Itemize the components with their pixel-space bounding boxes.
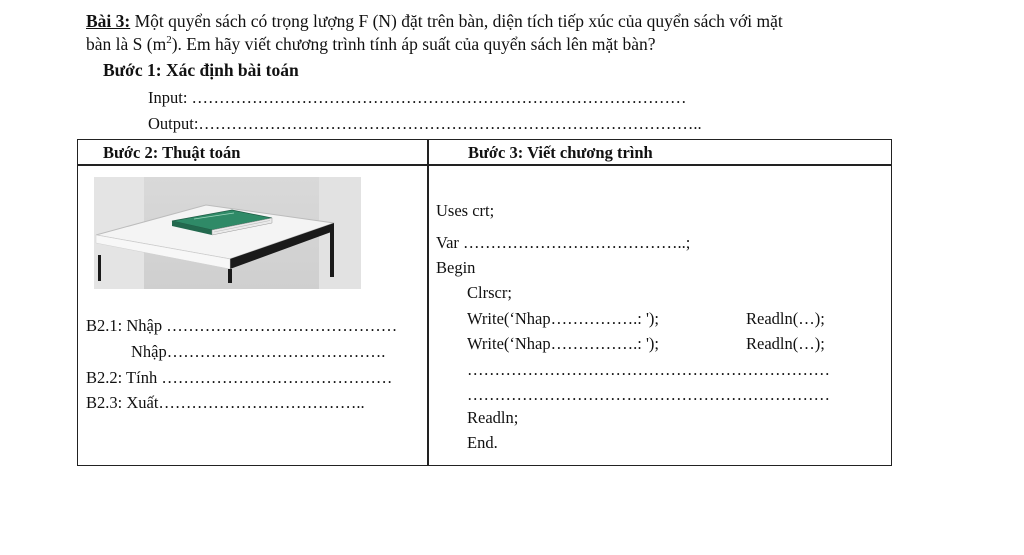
problem-text-2b: ). Em hãy viết chương trình tính áp suất của quyển sách lên mặt bàn? — [171, 34, 656, 54]
code-blank-line-2: ………………………………………………………… — [467, 385, 830, 404]
step1-input: Input: ……………………………………………………………………………… — [148, 88, 687, 107]
problem-text-2a: bàn là S (m — [86, 34, 167, 54]
problem-label: Bài 3: — [86, 11, 131, 31]
code-write-2: Write(‘Nhap…………….: '); — [467, 334, 660, 353]
col-header-algorithm: Bước 2: Thuật toán — [103, 143, 241, 162]
code-readln-2: Readln(…); — [746, 334, 825, 353]
code-write-1: Write(‘Nhap…………….: '); — [467, 309, 660, 328]
step1-heading: Bước 1: Xác định bài toán — [103, 60, 299, 80]
code-readln: Readln; — [467, 408, 519, 427]
code-readln-1: Readln(…); — [746, 309, 825, 328]
problem-line-2 — [86, 34, 656, 55]
problem-line-1 — [86, 11, 783, 32]
book-on-table-illustration — [94, 177, 361, 289]
code-clrscr: Clrscr; — [467, 283, 512, 302]
algo-step-2-3-output: B2.3: Xuất……………………………….. — [86, 393, 365, 412]
code-end: End. — [467, 433, 498, 452]
col-header-program: Bước 3: Viết chương trình — [468, 143, 653, 162]
problem-text-1: Một quyển sách có trọng lượng F (N) đặt trên bàn, diện tích tiếp xúc của quyển sách với mặt — [134, 11, 783, 31]
problem-superscript: 2 — [166, 34, 172, 47]
algo-step-2-1-input-2: Nhập…………………………………. — [131, 342, 386, 361]
code-uses: Uses crt; — [436, 201, 495, 220]
algo-step-2-2-compute: B2.2: Tính …………………………………… — [86, 368, 393, 387]
algo-step-2-1-input: B2.1: Nhập …………………………………… — [86, 316, 398, 335]
code-begin: Begin — [436, 258, 476, 277]
table-column-divider — [427, 139, 429, 466]
code-blank-line-1: ………………………………………………………… — [467, 360, 830, 379]
step1-output: Output:……………………………………………………………………………….. — [148, 114, 702, 133]
table-header-divider — [77, 164, 892, 166]
code-var: Var …………………………………..; — [436, 233, 691, 252]
